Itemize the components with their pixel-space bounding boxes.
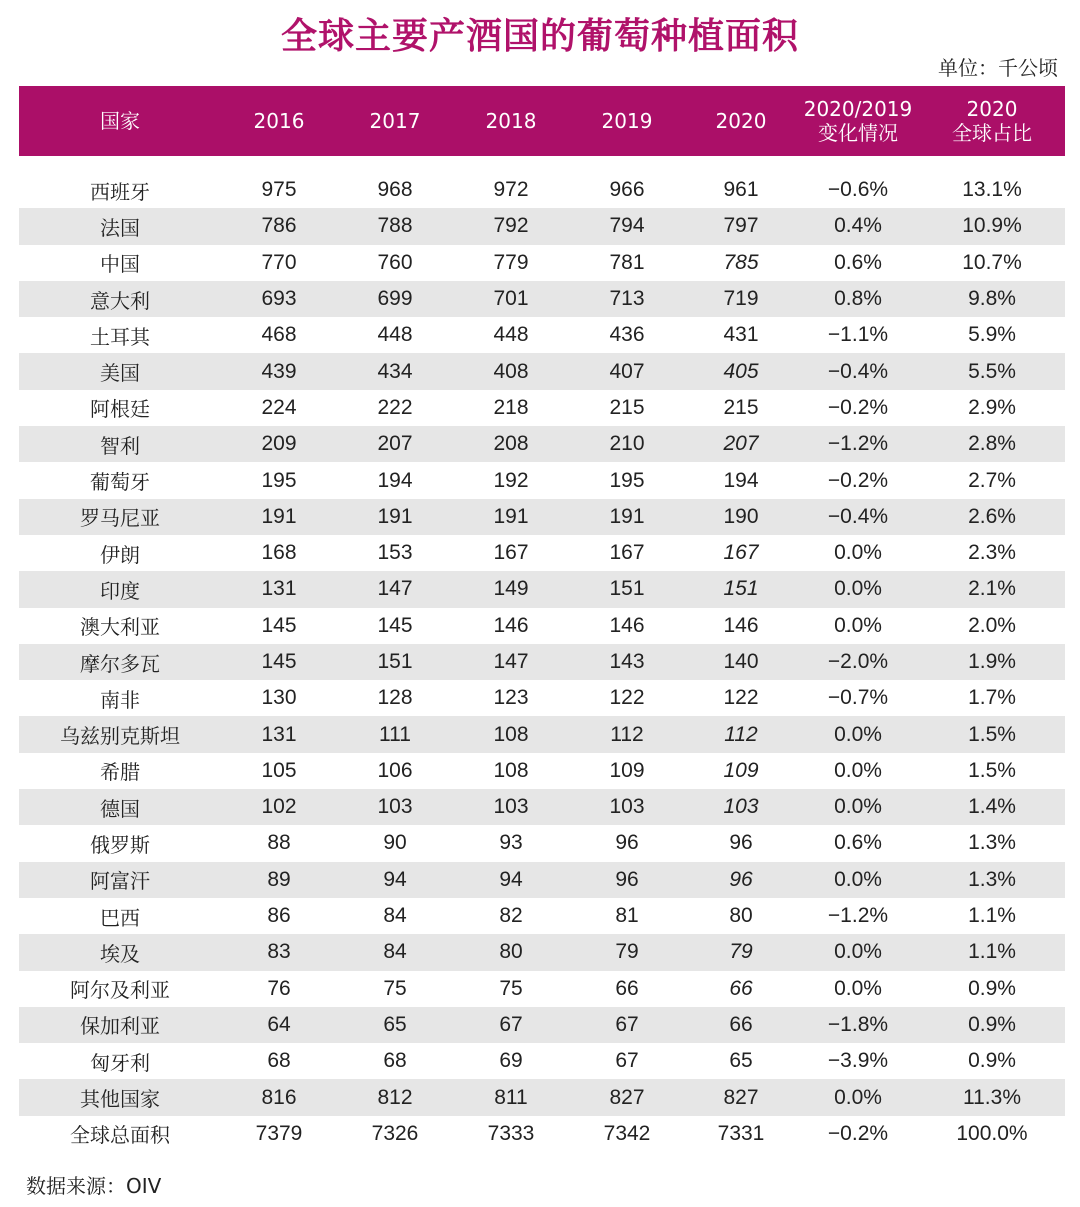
value-cell-2020/2019: 0.0% (834, 541, 882, 565)
value-cell-2020: 215 (723, 395, 759, 419)
table-row (19, 172, 1065, 208)
value-cell-2019: 794 (569, 208, 685, 244)
value-cell-2019: 781 (609, 250, 645, 274)
value-cell-2018: 93 (499, 831, 523, 855)
value-cell-2020: 103 (685, 789, 797, 825)
value-cell-2020: 13.1% (962, 178, 1022, 202)
value-cell-2020: 2.7% (968, 468, 1016, 492)
value-cell-2020/2019: 0.6% (834, 250, 882, 274)
value-cell-2019: 210 (569, 426, 685, 462)
value-cell-2020: 10.7% (962, 250, 1022, 274)
value-cell-2020: 1.9% (919, 644, 1065, 680)
value-cell-2019: 112 (569, 716, 685, 752)
value-cell-2020: 961 (723, 178, 759, 202)
table-row (19, 1007, 1065, 1043)
value-cell-2017: 434 (337, 353, 453, 389)
value-cell-2017: 760 (377, 250, 413, 274)
value-cell-2018: 191 (453, 499, 569, 535)
country-cell: 全球总面积 (70, 1123, 170, 1148)
value-cell-2019: 67 (569, 1007, 685, 1043)
value-cell-2020/2019: −0.6% (827, 178, 889, 202)
country-cell: 西班牙 (90, 179, 150, 204)
value-cell-2020: 797 (685, 208, 797, 244)
value-cell-2017: 968 (377, 178, 413, 202)
value-cell-2020: 0.9% (919, 1007, 1065, 1043)
value-cell-2020: 5.5% (919, 353, 1065, 389)
value-cell-2020: 1.3% (919, 862, 1065, 898)
value-cell-2017: 106 (377, 758, 413, 782)
value-cell-2017: 147 (337, 571, 453, 607)
value-cell-2019: 827 (569, 1079, 685, 1115)
value-cell-2020/2019: 0.0% (797, 1079, 919, 1115)
country-cell: 其他国家 (19, 1079, 221, 1115)
column-header-0: 国家 (100, 109, 140, 133)
table-row (19, 426, 1065, 462)
value-cell-2020: 431 (723, 323, 759, 347)
table-row (19, 716, 1065, 752)
value-cell-2019: 66 (615, 976, 639, 1000)
value-cell-2019: 122 (609, 686, 645, 710)
value-cell-2020: 827 (685, 1079, 797, 1115)
value-cell-2018: 149 (453, 571, 569, 607)
value-cell-2018: 147 (453, 644, 569, 680)
value-cell-2020: 2.3% (968, 541, 1016, 565)
table-row (19, 499, 1065, 535)
table-header (19, 86, 1065, 156)
value-cell-2018: 82 (499, 904, 523, 928)
value-cell-2018: 192 (493, 468, 529, 492)
value-cell-2017: 222 (377, 395, 413, 419)
value-cell-2017: 448 (377, 323, 413, 347)
value-cell-2019: 103 (569, 789, 685, 825)
value-cell-2016: 786 (221, 208, 337, 244)
value-cell-2020/2019: −1.2% (827, 904, 889, 928)
value-cell-2018: 108 (453, 716, 569, 752)
value-cell-2020: 7331 (717, 1121, 765, 1145)
country-cell: 希腊 (100, 760, 140, 785)
value-cell-2020: 194 (723, 468, 759, 492)
table-row (19, 644, 1065, 680)
value-cell-2018: 80 (453, 934, 569, 970)
value-cell-2020/2019: −0.4% (797, 353, 919, 389)
value-cell-2018: 972 (493, 178, 529, 202)
value-cell-2020/2019: 0.0% (834, 613, 882, 637)
value-cell-2016: 88 (267, 831, 291, 855)
value-cell-2020: 96 (685, 862, 797, 898)
table-row (19, 1116, 1065, 1152)
table-row (19, 462, 1065, 498)
value-cell-2020: 1.7% (968, 686, 1016, 710)
value-cell-2020/2019: 0.0% (797, 716, 919, 752)
column-header-5: 2020 (715, 109, 767, 133)
value-cell-2020: 66 (729, 976, 753, 1000)
value-cell-2018: 208 (453, 426, 569, 462)
value-cell-2017: 68 (383, 1049, 407, 1073)
value-cell-2016: 131 (221, 571, 337, 607)
value-cell-2016: 86 (267, 904, 291, 928)
value-cell-2020/2019: −0.2% (827, 395, 889, 419)
country-cell: 阿根廷 (90, 397, 150, 422)
value-cell-2020: 100.0% (956, 1121, 1028, 1145)
table-row (19, 317, 1065, 353)
country-cell: 法国 (19, 208, 221, 244)
value-cell-2020/2019: 0.0% (797, 571, 919, 607)
table-row (19, 825, 1065, 861)
value-cell-2020: 2.9% (968, 395, 1016, 419)
value-cell-2018: 779 (493, 250, 529, 274)
value-cell-2020/2019: −1.2% (797, 426, 919, 462)
value-cell-2020/2019: 0.8% (797, 281, 919, 317)
value-cell-2020: 719 (685, 281, 797, 317)
table-row (19, 898, 1065, 934)
value-cell-2018: 701 (453, 281, 569, 317)
value-cell-2017: 128 (377, 686, 413, 710)
value-cell-2016: 816 (221, 1079, 337, 1115)
value-cell-2019: 966 (609, 178, 645, 202)
value-cell-2018: 448 (493, 323, 529, 347)
value-cell-2018: 123 (493, 686, 529, 710)
value-cell-2020: 2.6% (919, 499, 1065, 535)
country-cell: 伊朗 (100, 542, 140, 567)
table-row (19, 934, 1065, 970)
country-cell: 南非 (100, 687, 140, 712)
value-cell-2020: 2.1% (919, 571, 1065, 607)
value-cell-2018: 69 (499, 1049, 523, 1073)
table-row (19, 281, 1065, 317)
value-cell-2020: 0.9% (968, 976, 1016, 1000)
country-cell: 澳大利亚 (80, 615, 160, 640)
table-row (19, 1079, 1065, 1115)
value-cell-2016: 168 (261, 541, 297, 565)
value-cell-2019: 146 (609, 613, 645, 637)
country-cell: 阿富汗 (19, 862, 221, 898)
country-cell: 摩尔多瓦 (19, 644, 221, 680)
value-cell-2016: 770 (261, 250, 297, 274)
value-cell-2019: 143 (569, 644, 685, 680)
value-cell-2020/2019: 0.0% (834, 976, 882, 1000)
country-cell: 罗马尼亚 (19, 499, 221, 535)
value-cell-2020/2019: −1.8% (797, 1007, 919, 1043)
country-cell: 乌兹别克斯坦 (19, 716, 221, 752)
country-cell: 阿尔及利亚 (70, 978, 170, 1003)
value-cell-2017: 111 (337, 716, 453, 752)
value-cell-2020/2019: −0.7% (827, 686, 889, 710)
value-cell-2016: 131 (221, 716, 337, 752)
value-cell-2020: 1.5% (919, 716, 1065, 752)
value-cell-2017: 207 (337, 426, 453, 462)
value-cell-2020/2019: 0.6% (834, 831, 882, 855)
table-body (19, 156, 1065, 1152)
value-cell-2017: 7326 (371, 1121, 419, 1145)
column-header-2: 2017 (369, 109, 421, 133)
value-cell-2020: 66 (685, 1007, 797, 1043)
value-cell-2020/2019: 0.4% (797, 208, 919, 244)
data-table (19, 86, 1065, 1152)
header-spacer (19, 156, 1065, 172)
value-cell-2016: 76 (267, 976, 291, 1000)
header-row (19, 86, 1065, 156)
value-cell-2018: 218 (493, 395, 529, 419)
table-row (19, 789, 1065, 825)
value-cell-2019: 151 (569, 571, 685, 607)
value-cell-2020/2019: 0.0% (834, 758, 882, 782)
column-header-3: 2018 (485, 109, 537, 133)
value-cell-2017: 191 (337, 499, 453, 535)
country-cell: 土耳其 (90, 324, 150, 349)
value-cell-2018: 792 (453, 208, 569, 244)
value-cell-2020/2019: −0.4% (797, 499, 919, 535)
table-row (19, 753, 1065, 789)
country-cell: 保加利亚 (19, 1007, 221, 1043)
value-cell-2017: 75 (383, 976, 407, 1000)
value-cell-2020: 122 (723, 686, 759, 710)
column-header-1: 2016 (253, 109, 305, 133)
column-header-7: 2020 全球占比 (952, 97, 1032, 145)
value-cell-2020/2019: −1.1% (827, 323, 889, 347)
value-cell-2019: 195 (609, 468, 645, 492)
value-cell-2020: 405 (685, 353, 797, 389)
table-row (19, 208, 1065, 244)
value-cell-2020: 1.4% (919, 789, 1065, 825)
value-cell-2018: 146 (493, 613, 529, 637)
value-cell-2018: 408 (453, 353, 569, 389)
value-cell-2017: 699 (337, 281, 453, 317)
value-cell-2017: 84 (337, 934, 453, 970)
value-cell-2018: 67 (453, 1007, 569, 1043)
value-cell-2017: 194 (377, 468, 413, 492)
value-cell-2020: 80 (729, 904, 753, 928)
value-cell-2017: 812 (337, 1079, 453, 1115)
value-cell-2018: 7333 (487, 1121, 535, 1145)
value-cell-2020: 207 (685, 426, 797, 462)
value-cell-2017: 145 (377, 613, 413, 637)
table-row (19, 608, 1065, 644)
table-row (19, 1043, 1065, 1079)
value-cell-2019: 67 (615, 1049, 639, 1073)
value-cell-2020/2019: −0.2% (827, 468, 889, 492)
value-cell-2016: 209 (221, 426, 337, 462)
country-cell: 意大利 (19, 281, 221, 317)
value-cell-2017: 103 (337, 789, 453, 825)
value-cell-2019: 7342 (603, 1121, 651, 1145)
table-row (19, 353, 1065, 389)
value-cell-2020: 112 (685, 716, 797, 752)
column-header-6: 2020/2019 变化情况 (803, 97, 913, 145)
value-cell-2020/2019: 0.0% (797, 789, 919, 825)
value-cell-2017: 151 (337, 644, 453, 680)
value-cell-2019: 215 (609, 395, 645, 419)
value-cell-2018: 811 (453, 1079, 569, 1115)
country-cell: 智利 (19, 426, 221, 462)
value-cell-2019: 96 (569, 862, 685, 898)
value-cell-2020: 2.8% (919, 426, 1065, 462)
value-cell-2020/2019: −2.0% (797, 644, 919, 680)
value-cell-2016: 224 (261, 395, 297, 419)
value-cell-2016: 145 (261, 613, 297, 637)
value-cell-2016: 439 (221, 353, 337, 389)
value-cell-2020: 140 (685, 644, 797, 680)
value-cell-2019: 436 (609, 323, 645, 347)
value-cell-2020: 1.1% (968, 904, 1016, 928)
value-cell-2020: 109 (723, 758, 759, 782)
country-cell: 美国 (19, 353, 221, 389)
value-cell-2016: 468 (261, 323, 297, 347)
value-cell-2020: 96 (729, 831, 753, 855)
source-note: 数据来源：OIV (26, 1174, 162, 1198)
table-row (19, 862, 1065, 898)
country-cell: 埃及 (19, 934, 221, 970)
value-cell-2020/2019: 0.0% (797, 934, 919, 970)
country-cell: 中国 (100, 252, 140, 277)
value-cell-2020: 785 (723, 250, 759, 274)
value-cell-2017: 788 (337, 208, 453, 244)
value-cell-2020: 167 (723, 541, 759, 565)
column-header-4: 2019 (601, 109, 653, 133)
value-cell-2020: 1.1% (919, 934, 1065, 970)
country-cell: 匈牙利 (90, 1050, 150, 1075)
value-cell-2019: 167 (609, 541, 645, 565)
table-row (19, 535, 1065, 571)
value-cell-2020: 9.8% (919, 281, 1065, 317)
value-cell-2020: 11.3% (919, 1079, 1065, 1115)
value-cell-2016: 975 (261, 178, 297, 202)
value-cell-2019: 79 (569, 934, 685, 970)
unit-label: 单位：千公顷 (938, 56, 1058, 80)
value-cell-2018: 94 (453, 862, 569, 898)
value-cell-2020: 190 (685, 499, 797, 535)
value-cell-2020: 151 (685, 571, 797, 607)
value-cell-2020: 79 (685, 934, 797, 970)
value-cell-2016: 64 (221, 1007, 337, 1043)
country-cell: 德国 (19, 789, 221, 825)
table-row (19, 680, 1065, 716)
value-cell-2017: 153 (377, 541, 413, 565)
value-cell-2016: 105 (261, 758, 297, 782)
value-cell-2016: 102 (221, 789, 337, 825)
value-cell-2020: 1.3% (968, 831, 1016, 855)
value-cell-2019: 407 (569, 353, 685, 389)
value-cell-2016: 191 (221, 499, 337, 535)
value-cell-2016: 693 (221, 281, 337, 317)
value-cell-2016: 130 (261, 686, 297, 710)
value-cell-2020/2019: −0.2% (827, 1121, 889, 1145)
value-cell-2020: 0.9% (968, 1049, 1016, 1073)
value-cell-2020: 2.0% (968, 613, 1016, 637)
page-title: 全球主要产酒国的葡萄种植面积 (280, 16, 799, 57)
value-cell-2020: 1.5% (968, 758, 1016, 782)
value-cell-2016: 195 (261, 468, 297, 492)
value-cell-2019: 109 (609, 758, 645, 782)
value-cell-2016: 83 (221, 934, 337, 970)
value-cell-2018: 167 (493, 541, 529, 565)
value-cell-2020/2019: 0.0% (797, 862, 919, 898)
value-cell-2019: 81 (615, 904, 639, 928)
value-cell-2016: 89 (221, 862, 337, 898)
value-cell-2018: 75 (499, 976, 523, 1000)
value-cell-2020: 5.9% (968, 323, 1016, 347)
value-cell-2016: 7379 (255, 1121, 303, 1145)
value-cell-2019: 96 (615, 831, 639, 855)
value-cell-2017: 90 (383, 831, 407, 855)
value-cell-2017: 65 (337, 1007, 453, 1043)
value-cell-2018: 103 (453, 789, 569, 825)
value-cell-2019: 191 (569, 499, 685, 535)
country-cell: 印度 (19, 571, 221, 607)
table-row (19, 390, 1065, 426)
value-cell-2019: 713 (569, 281, 685, 317)
value-cell-2020: 146 (723, 613, 759, 637)
value-cell-2016: 145 (221, 644, 337, 680)
value-cell-2017: 94 (337, 862, 453, 898)
table-row (19, 571, 1065, 607)
value-cell-2018: 108 (493, 758, 529, 782)
value-cell-2016: 68 (267, 1049, 291, 1073)
data-table-container (19, 86, 1065, 1152)
country-cell: 俄罗斯 (90, 832, 150, 857)
table-row (19, 245, 1065, 281)
country-cell: 葡萄牙 (90, 470, 150, 495)
value-cell-2020: 10.9% (919, 208, 1065, 244)
table-row (19, 971, 1065, 1007)
value-cell-2020/2019: −3.9% (827, 1049, 889, 1073)
value-cell-2020: 65 (729, 1049, 753, 1073)
value-cell-2017: 84 (383, 904, 407, 928)
country-cell: 巴西 (100, 905, 140, 930)
